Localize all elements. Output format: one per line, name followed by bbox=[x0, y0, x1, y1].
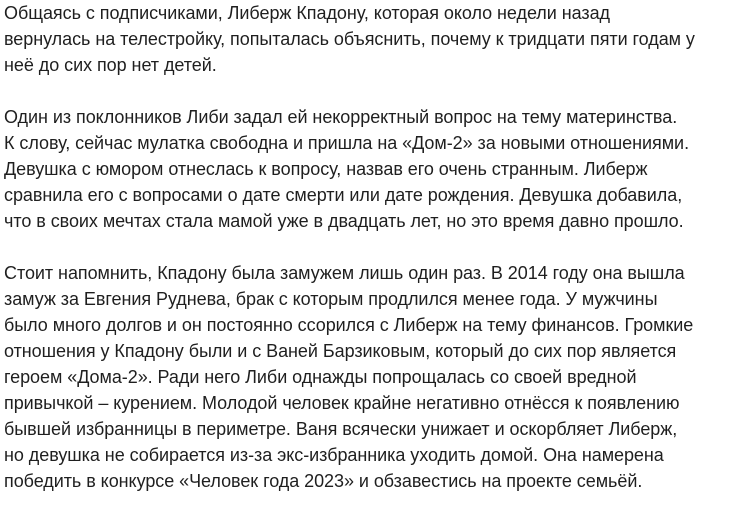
paragraph-line: Общаясь с подписчиками, Либерж Кпадону, которая около недели назад bbox=[4, 3, 610, 23]
paragraph-line: бывшей избранницы в периметре. Ваня всячески унижает и оскорбляет Либерж, bbox=[4, 419, 678, 439]
paragraph-1 bbox=[4, 0, 726, 78]
paragraph-3 bbox=[4, 260, 726, 494]
paragraph-line: но девушка не собирается из-за экс-избранника уходить домой. Она намерена bbox=[4, 445, 664, 465]
paragraph-line: отношения у Кпадону были и с Ваней Барзиковым, который до сих пор является bbox=[4, 341, 677, 361]
paragraph-line: замуж за Евгения Руднева, брак с которым продлился менее года. У мужчины bbox=[4, 289, 658, 309]
paragraph-line: героем «Дома-2». Ради него Либи однажды попрощалась со своей вредной bbox=[4, 367, 637, 387]
paragraph-line: победить в конкурсе «Человек года 2023» и обзавестись на проекте семьёй. bbox=[4, 471, 643, 491]
paragraph-line: неё до сих пор нет детей. bbox=[4, 55, 217, 75]
paragraph-line: привычкой – курением. Молодой человек крайне негативно отнёсся к появлению bbox=[4, 393, 680, 413]
paragraph-line: вернулась на телестройку, попыталась объяснить, почему к тридцати пяти годам у bbox=[4, 29, 695, 49]
paragraph-line: было много долгов и он постоянно ссорился с Либерж на тему финансов. Громкие bbox=[4, 315, 694, 335]
paragraph-line: Девушка с юмором отнеслась к вопросу, назвав его очень странным. Либерж bbox=[4, 159, 648, 179]
paragraph-line: Один из поклонников Либи задал ей некорректный вопрос на тему материнства. bbox=[4, 107, 678, 127]
paragraph-line: что в своих мечтах стала мамой уже в двадцать лет, но это время давно прошло. bbox=[4, 211, 684, 231]
paragraph-line: Стоит напомнить, Кпадону была замужем лишь один раз. В 2014 году она вышла bbox=[4, 263, 685, 283]
paragraph-spacer bbox=[4, 78, 730, 104]
paragraph-2 bbox=[4, 104, 726, 234]
paragraph-spacer bbox=[4, 234, 730, 260]
paragraph-line: К слову, сейчас мулатка свободна и пришла на «Дом-2» за новыми отношениями. bbox=[4, 133, 690, 153]
paragraph-line: сравнила его с вопросами о дате смерти или дате рождения. Девушка добавила, bbox=[4, 185, 683, 205]
